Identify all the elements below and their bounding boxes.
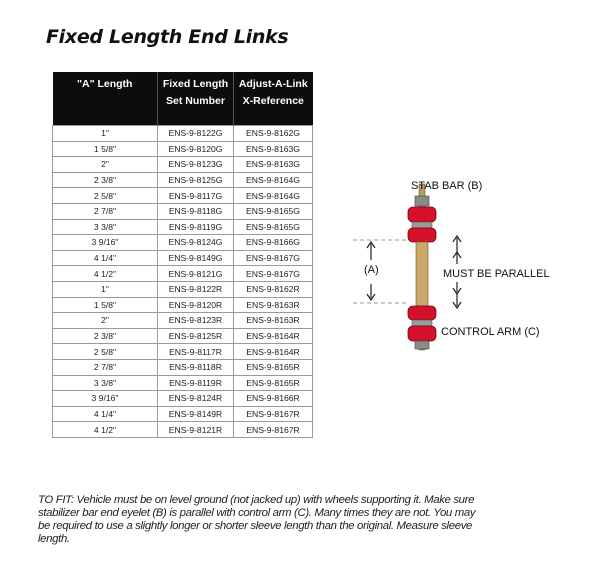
cell-adjust-a-link-x-reference: ENS-9-8164R <box>234 344 313 360</box>
top-washer <box>412 222 432 228</box>
cell-adjust-a-link-x-reference: ENS-9-8163R <box>234 313 313 329</box>
table-row <box>53 141 313 157</box>
fitting-note: TO FIT: Vehicle must be on level ground (not jacked up) with wheels supporting it. Make sure stabilizer bar end eyelet (B) is parallel with control arm (C). Many times they are not. You may be required to use a slightly longer or shorter sleeve length than the original. Measure sleeve length. <box>38 494 476 545</box>
cell-fixed-length-set-number: ENS-9-8149G <box>158 250 234 266</box>
cell-a-length: 1" <box>53 281 158 297</box>
cell-a-length: 3 9/16" <box>53 235 158 251</box>
cell-adjust-a-link-x-reference: ENS-9-8167G <box>234 266 313 282</box>
cell-fixed-length-set-number: ENS-9-8149R <box>158 406 234 422</box>
header-adjust-a-link-x-reference: Adjust-A-Link X-Reference <box>234 72 313 126</box>
table-row <box>53 391 313 407</box>
cell-a-length: 3 3/8" <box>53 219 158 235</box>
cell-fixed-length-set-number: ENS-9-8125G <box>158 172 234 188</box>
stab-bar-label: STAB BAR (B) <box>411 180 483 192</box>
bottom-upper-bushing <box>408 306 436 320</box>
cell-adjust-a-link-x-reference: ENS-9-8165R <box>234 375 313 391</box>
cell-a-length: 1 5/8" <box>53 141 158 157</box>
header-fixed-length-set-number: Fixed Length Set Number <box>158 72 234 126</box>
cell-a-length: 3 3/8" <box>53 375 158 391</box>
table-row <box>53 328 313 344</box>
cell-a-length: 2" <box>53 157 158 173</box>
bottom-lower-bushing <box>408 326 436 341</box>
cell-adjust-a-link-x-reference: ENS-9-8167G <box>234 250 313 266</box>
end-link-diagram <box>345 160 595 360</box>
cell-adjust-a-link-x-reference: ENS-9-8165R <box>234 359 313 375</box>
cell-fixed-length-set-number: ENS-9-8121G <box>158 266 234 282</box>
cell-adjust-a-link-x-reference: ENS-9-8163G <box>234 141 313 157</box>
bottom-nut <box>415 341 429 349</box>
cell-a-length: 4 1/2" <box>53 266 158 282</box>
cell-fixed-length-set-number: ENS-9-8119R <box>158 375 234 391</box>
table-body <box>53 126 313 438</box>
cell-a-length: 1" <box>53 126 158 142</box>
cell-a-length: 2 5/8" <box>53 344 158 360</box>
cell-adjust-a-link-x-reference: ENS-9-8164R <box>234 328 313 344</box>
table-row <box>53 281 313 297</box>
table-row <box>53 266 313 282</box>
cell-fixed-length-set-number: ENS-9-8125R <box>158 328 234 344</box>
cell-a-length: 3 9/16" <box>53 391 158 407</box>
table-row <box>53 359 313 375</box>
table-row <box>53 203 313 219</box>
cell-a-length: 4 1/4" <box>53 406 158 422</box>
table-row <box>53 422 313 438</box>
cell-fixed-length-set-number: ENS-9-8121R <box>158 422 234 438</box>
table-row <box>53 375 313 391</box>
top-lower-bushing <box>408 228 436 242</box>
cell-adjust-a-link-x-reference: ENS-9-8167R <box>234 422 313 438</box>
cell-fixed-length-set-number: ENS-9-8122G <box>158 126 234 142</box>
table-row <box>53 219 313 235</box>
cell-fixed-length-set-number: ENS-9-8124R <box>158 391 234 407</box>
cell-adjust-a-link-x-reference: ENS-9-8165G <box>234 203 313 219</box>
cell-adjust-a-link-x-reference: ENS-9-8164G <box>234 188 313 204</box>
cell-fixed-length-set-number: ENS-9-8118G <box>158 203 234 219</box>
cell-fixed-length-set-number: ENS-9-8120R <box>158 297 234 313</box>
top-upper-bushing <box>408 207 436 222</box>
table-row <box>53 126 313 142</box>
cell-a-length: 2" <box>53 313 158 329</box>
table-row <box>53 250 313 266</box>
cell-adjust-a-link-x-reference: ENS-9-8163G <box>234 157 313 173</box>
cell-a-length: 1 5/8" <box>53 297 158 313</box>
cell-adjust-a-link-x-reference: ENS-9-8163R <box>234 297 313 313</box>
cell-fixed-length-set-number: ENS-9-8118R <box>158 359 234 375</box>
table-row <box>53 344 313 360</box>
cell-a-length: 2 3/8" <box>53 172 158 188</box>
cell-fixed-length-set-number: ENS-9-8124G <box>158 235 234 251</box>
cell-a-length: 2 7/8" <box>53 359 158 375</box>
must-be-parallel-label: MUST BE PARALLEL <box>443 268 550 280</box>
table-row <box>53 172 313 188</box>
bottom-washer <box>412 320 432 326</box>
table-row <box>53 406 313 422</box>
cell-adjust-a-link-x-reference: ENS-9-8166G <box>234 235 313 251</box>
cell-adjust-a-link-x-reference: ENS-9-8162R <box>234 281 313 297</box>
header-a-length: "A" Length <box>53 72 158 126</box>
cell-fixed-length-set-number: ENS-9-8123G <box>158 157 234 173</box>
table-row <box>53 188 313 204</box>
cell-a-length: 4 1/4" <box>53 250 158 266</box>
cell-adjust-a-link-x-reference: ENS-9-8167R <box>234 406 313 422</box>
cell-fixed-length-set-number: ENS-9-8117R <box>158 344 234 360</box>
a-length-label: (A) <box>364 264 379 276</box>
table-row <box>53 313 313 329</box>
cell-fixed-length-set-number: ENS-9-8123R <box>158 313 234 329</box>
cell-fixed-length-set-number: ENS-9-8119G <box>158 219 234 235</box>
sleeve <box>416 242 428 306</box>
table-row <box>53 297 313 313</box>
cell-a-length: 2 5/8" <box>53 188 158 204</box>
table-header-row <box>53 72 313 126</box>
cell-fixed-length-set-number: ENS-9-8120G <box>158 141 234 157</box>
cell-fixed-length-set-number: ENS-9-8122R <box>158 281 234 297</box>
cell-adjust-a-link-x-reference: ENS-9-8162G <box>234 126 313 142</box>
table-row <box>53 157 313 173</box>
cell-adjust-a-link-x-reference: ENS-9-8166R <box>234 391 313 407</box>
control-arm-label: CONTROL ARM (C) <box>441 326 540 338</box>
end-links-table <box>52 72 313 438</box>
page-title: Fixed Length End Links <box>46 26 289 48</box>
cell-a-length: 2 3/8" <box>53 328 158 344</box>
cell-fixed-length-set-number: ENS-9-8117G <box>158 188 234 204</box>
cell-adjust-a-link-x-reference: ENS-9-8164G <box>234 172 313 188</box>
cell-a-length: 2 7/8" <box>53 203 158 219</box>
cell-a-length: 4 1/2" <box>53 422 158 438</box>
cell-adjust-a-link-x-reference: ENS-9-8165G <box>234 219 313 235</box>
table-row <box>53 235 313 251</box>
top-nut <box>415 196 429 206</box>
